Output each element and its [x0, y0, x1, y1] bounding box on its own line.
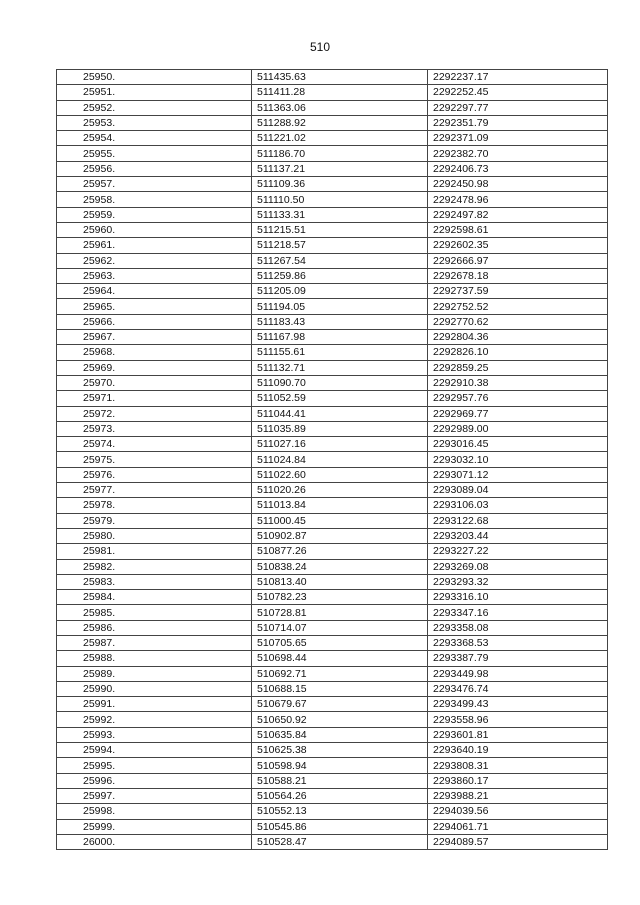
y-coordinate-cell: 2293016.45	[428, 437, 608, 452]
table-row	[57, 284, 608, 299]
point-number-cell: 25977.	[57, 483, 252, 498]
x-coordinate-cell: 511090.70	[252, 375, 428, 390]
point-number-cell: 25967.	[57, 330, 252, 345]
x-coordinate-cell: 511133.31	[252, 207, 428, 222]
point-number-cell: 25962.	[57, 253, 252, 268]
x-coordinate-cell: 510679.67	[252, 697, 428, 712]
table-row	[57, 483, 608, 498]
table-row	[57, 85, 608, 100]
y-coordinate-cell: 2294061.71	[428, 819, 608, 834]
table-row	[57, 375, 608, 390]
point-number-cell: 25976.	[57, 467, 252, 482]
y-coordinate-cell: 2293227.22	[428, 544, 608, 559]
y-coordinate-cell: 2292989.00	[428, 421, 608, 436]
x-coordinate-cell: 511052.59	[252, 391, 428, 406]
y-coordinate-cell: 2293106.03	[428, 498, 608, 513]
table-row	[57, 574, 608, 589]
x-coordinate-cell: 510877.26	[252, 544, 428, 559]
table-row	[57, 590, 608, 605]
x-coordinate-cell: 511132.71	[252, 360, 428, 375]
y-coordinate-cell: 2292752.52	[428, 299, 608, 314]
point-number-cell: 25981.	[57, 544, 252, 559]
table-row	[57, 70, 608, 85]
table-row	[57, 605, 608, 620]
point-number-cell: 25959.	[57, 207, 252, 222]
y-coordinate-cell: 2292969.77	[428, 406, 608, 421]
y-coordinate-cell: 2293387.79	[428, 651, 608, 666]
x-coordinate-cell: 511013.84	[252, 498, 428, 513]
table-row	[57, 467, 608, 482]
x-coordinate-cell: 510714.07	[252, 620, 428, 635]
y-coordinate-cell: 2293089.04	[428, 483, 608, 498]
y-coordinate-cell: 2292737.59	[428, 284, 608, 299]
y-coordinate-cell: 2293449.98	[428, 666, 608, 681]
table-row	[57, 635, 608, 650]
x-coordinate-cell: 511024.84	[252, 452, 428, 467]
table-row	[57, 299, 608, 314]
x-coordinate-cell: 510838.24	[252, 559, 428, 574]
x-coordinate-cell: 510782.23	[252, 590, 428, 605]
y-coordinate-cell: 2293368.53	[428, 635, 608, 650]
y-coordinate-cell: 2292666.97	[428, 253, 608, 268]
point-number-cell: 25961.	[57, 238, 252, 253]
table-row	[57, 819, 608, 834]
x-coordinate-cell: 510564.26	[252, 788, 428, 803]
y-coordinate-cell: 2293808.31	[428, 758, 608, 773]
x-coordinate-cell: 510588.21	[252, 773, 428, 788]
y-coordinate-cell: 2293558.96	[428, 712, 608, 727]
x-coordinate-cell: 510552.13	[252, 804, 428, 819]
x-coordinate-cell: 510705.65	[252, 635, 428, 650]
point-number-cell: 25999.	[57, 819, 252, 834]
x-coordinate-cell: 511221.02	[252, 131, 428, 146]
y-coordinate-cell: 2292478.96	[428, 192, 608, 207]
point-number-cell: 25984.	[57, 590, 252, 605]
x-coordinate-cell: 511288.92	[252, 115, 428, 130]
y-coordinate-cell: 2292351.79	[428, 115, 608, 130]
y-coordinate-cell: 2293203.44	[428, 528, 608, 543]
table-row	[57, 544, 608, 559]
point-number-cell: 25953.	[57, 115, 252, 130]
table-row	[57, 452, 608, 467]
point-number-cell: 25965.	[57, 299, 252, 314]
point-number-cell: 25958.	[57, 192, 252, 207]
x-coordinate-cell: 511109.36	[252, 177, 428, 192]
point-number-cell: 25973.	[57, 421, 252, 436]
point-number-cell: 25963.	[57, 268, 252, 283]
point-number-cell: 25964.	[57, 284, 252, 299]
coordinates-table-body	[57, 70, 608, 850]
x-coordinate-cell: 510625.38	[252, 743, 428, 758]
table-row	[57, 222, 608, 237]
x-coordinate-cell: 511194.05	[252, 299, 428, 314]
point-number-cell: 25950.	[57, 70, 252, 85]
x-coordinate-cell: 511267.54	[252, 253, 428, 268]
y-coordinate-cell: 2292910.38	[428, 375, 608, 390]
x-coordinate-cell: 511110.50	[252, 192, 428, 207]
x-coordinate-cell: 510545.86	[252, 819, 428, 834]
point-number-cell: 25952.	[57, 100, 252, 115]
table-row	[57, 804, 608, 819]
x-coordinate-cell: 511044.41	[252, 406, 428, 421]
point-number-cell: 26000.	[57, 834, 252, 849]
table-row	[57, 161, 608, 176]
point-number-cell: 25986.	[57, 620, 252, 635]
x-coordinate-cell: 511183.43	[252, 314, 428, 329]
point-number-cell: 25996.	[57, 773, 252, 788]
x-coordinate-cell: 511137.21	[252, 161, 428, 176]
table-row	[57, 330, 608, 345]
x-coordinate-cell: 510650.92	[252, 712, 428, 727]
y-coordinate-cell: 2293476.74	[428, 681, 608, 696]
table-row	[57, 253, 608, 268]
table-row	[57, 788, 608, 803]
point-number-cell: 25966.	[57, 314, 252, 329]
table-row	[57, 743, 608, 758]
table-row	[57, 727, 608, 742]
table-row	[57, 559, 608, 574]
y-coordinate-cell: 2292957.76	[428, 391, 608, 406]
table-row	[57, 146, 608, 161]
point-number-cell: 25980.	[57, 528, 252, 543]
point-number-cell: 25968.	[57, 345, 252, 360]
y-coordinate-cell: 2293601.81	[428, 727, 608, 742]
point-number-cell: 25979.	[57, 513, 252, 528]
y-coordinate-cell: 2292371.09	[428, 131, 608, 146]
y-coordinate-cell: 2292497.82	[428, 207, 608, 222]
table-row	[57, 100, 608, 115]
table-row	[57, 192, 608, 207]
point-number-cell: 25975.	[57, 452, 252, 467]
table-row	[57, 498, 608, 513]
point-number-cell: 25991.	[57, 697, 252, 712]
x-coordinate-cell: 511035.89	[252, 421, 428, 436]
point-number-cell: 25955.	[57, 146, 252, 161]
point-number-cell: 25970.	[57, 375, 252, 390]
y-coordinate-cell: 2292678.18	[428, 268, 608, 283]
point-number-cell: 25974.	[57, 437, 252, 452]
table-row	[57, 697, 608, 712]
point-number-cell: 25971.	[57, 391, 252, 406]
table-row	[57, 207, 608, 222]
point-number-cell: 25951.	[57, 85, 252, 100]
y-coordinate-cell: 2292382.70	[428, 146, 608, 161]
x-coordinate-cell: 511022.60	[252, 467, 428, 482]
x-coordinate-cell: 510728.81	[252, 605, 428, 620]
y-coordinate-cell: 2293122.68	[428, 513, 608, 528]
x-coordinate-cell: 510692.71	[252, 666, 428, 681]
table-row	[57, 620, 608, 635]
x-coordinate-cell: 511167.98	[252, 330, 428, 345]
point-number-cell: 25972.	[57, 406, 252, 421]
point-number-cell: 25997.	[57, 788, 252, 803]
x-coordinate-cell: 511186.70	[252, 146, 428, 161]
coordinates-table	[56, 69, 608, 850]
table-row	[57, 651, 608, 666]
point-number-cell: 25989.	[57, 666, 252, 681]
table-row	[57, 758, 608, 773]
point-number-cell: 25985.	[57, 605, 252, 620]
x-coordinate-cell: 511218.57	[252, 238, 428, 253]
point-number-cell: 25978.	[57, 498, 252, 513]
x-coordinate-cell: 511155.61	[252, 345, 428, 360]
point-number-cell: 25990.	[57, 681, 252, 696]
table-row	[57, 268, 608, 283]
table-row	[57, 681, 608, 696]
y-coordinate-cell: 2293032.10	[428, 452, 608, 467]
y-coordinate-cell: 2294039.56	[428, 804, 608, 819]
y-coordinate-cell: 2292237.17	[428, 70, 608, 85]
y-coordinate-cell: 2293347.16	[428, 605, 608, 620]
y-coordinate-cell: 2292826.10	[428, 345, 608, 360]
table-row	[57, 314, 608, 329]
x-coordinate-cell: 511259.86	[252, 268, 428, 283]
y-coordinate-cell: 2293358.08	[428, 620, 608, 635]
y-coordinate-cell: 2293640.19	[428, 743, 608, 758]
point-number-cell: 25987.	[57, 635, 252, 650]
point-number-cell: 25983.	[57, 574, 252, 589]
y-coordinate-cell: 2293269.08	[428, 559, 608, 574]
table-row	[57, 773, 608, 788]
x-coordinate-cell: 511215.51	[252, 222, 428, 237]
x-coordinate-cell: 510813.40	[252, 574, 428, 589]
point-number-cell: 25998.	[57, 804, 252, 819]
table-row	[57, 238, 608, 253]
table-row	[57, 513, 608, 528]
y-coordinate-cell: 2292252.45	[428, 85, 608, 100]
point-number-cell: 25956.	[57, 161, 252, 176]
x-coordinate-cell: 511020.26	[252, 483, 428, 498]
x-coordinate-cell: 510528.47	[252, 834, 428, 849]
x-coordinate-cell: 511000.45	[252, 513, 428, 528]
table-row	[57, 421, 608, 436]
x-coordinate-cell: 510902.87	[252, 528, 428, 543]
point-number-cell: 25994.	[57, 743, 252, 758]
point-number-cell: 25982.	[57, 559, 252, 574]
x-coordinate-cell: 511027.16	[252, 437, 428, 452]
table-row	[57, 666, 608, 681]
table-row	[57, 177, 608, 192]
x-coordinate-cell: 510598.94	[252, 758, 428, 773]
y-coordinate-cell: 2292602.35	[428, 238, 608, 253]
point-number-cell: 25993.	[57, 727, 252, 742]
y-coordinate-cell: 2292804.36	[428, 330, 608, 345]
y-coordinate-cell: 2292450.98	[428, 177, 608, 192]
point-number-cell: 25995.	[57, 758, 252, 773]
y-coordinate-cell: 2293988.21	[428, 788, 608, 803]
x-coordinate-cell: 510635.84	[252, 727, 428, 742]
x-coordinate-cell: 510688.15	[252, 681, 428, 696]
page-number: 510	[309, 40, 331, 54]
y-coordinate-cell: 2292406.73	[428, 161, 608, 176]
table-row	[57, 131, 608, 146]
y-coordinate-cell: 2292598.61	[428, 222, 608, 237]
table-row	[57, 391, 608, 406]
table-row	[57, 528, 608, 543]
y-coordinate-cell: 2293316.10	[428, 590, 608, 605]
table-row	[57, 437, 608, 452]
y-coordinate-cell: 2294089.57	[428, 834, 608, 849]
point-number-cell: 25954.	[57, 131, 252, 146]
point-number-cell: 25992.	[57, 712, 252, 727]
table-row	[57, 712, 608, 727]
y-coordinate-cell: 2293860.17	[428, 773, 608, 788]
point-number-cell: 25988.	[57, 651, 252, 666]
point-number-cell: 25969.	[57, 360, 252, 375]
x-coordinate-cell: 511411.28	[252, 85, 428, 100]
point-number-cell: 25960.	[57, 222, 252, 237]
y-coordinate-cell: 2293293.32	[428, 574, 608, 589]
x-coordinate-cell: 511435.63	[252, 70, 428, 85]
point-number-cell: 25957.	[57, 177, 252, 192]
table-row	[57, 406, 608, 421]
y-coordinate-cell: 2293499.43	[428, 697, 608, 712]
y-coordinate-cell: 2292859.25	[428, 360, 608, 375]
y-coordinate-cell: 2293071.12	[428, 467, 608, 482]
x-coordinate-cell: 511205.09	[252, 284, 428, 299]
table-row	[57, 345, 608, 360]
x-coordinate-cell: 511363.06	[252, 100, 428, 115]
table-row	[57, 834, 608, 849]
y-coordinate-cell: 2292770.62	[428, 314, 608, 329]
x-coordinate-cell: 510698.44	[252, 651, 428, 666]
table-row	[57, 360, 608, 375]
table-row	[57, 115, 608, 130]
y-coordinate-cell: 2292297.77	[428, 100, 608, 115]
